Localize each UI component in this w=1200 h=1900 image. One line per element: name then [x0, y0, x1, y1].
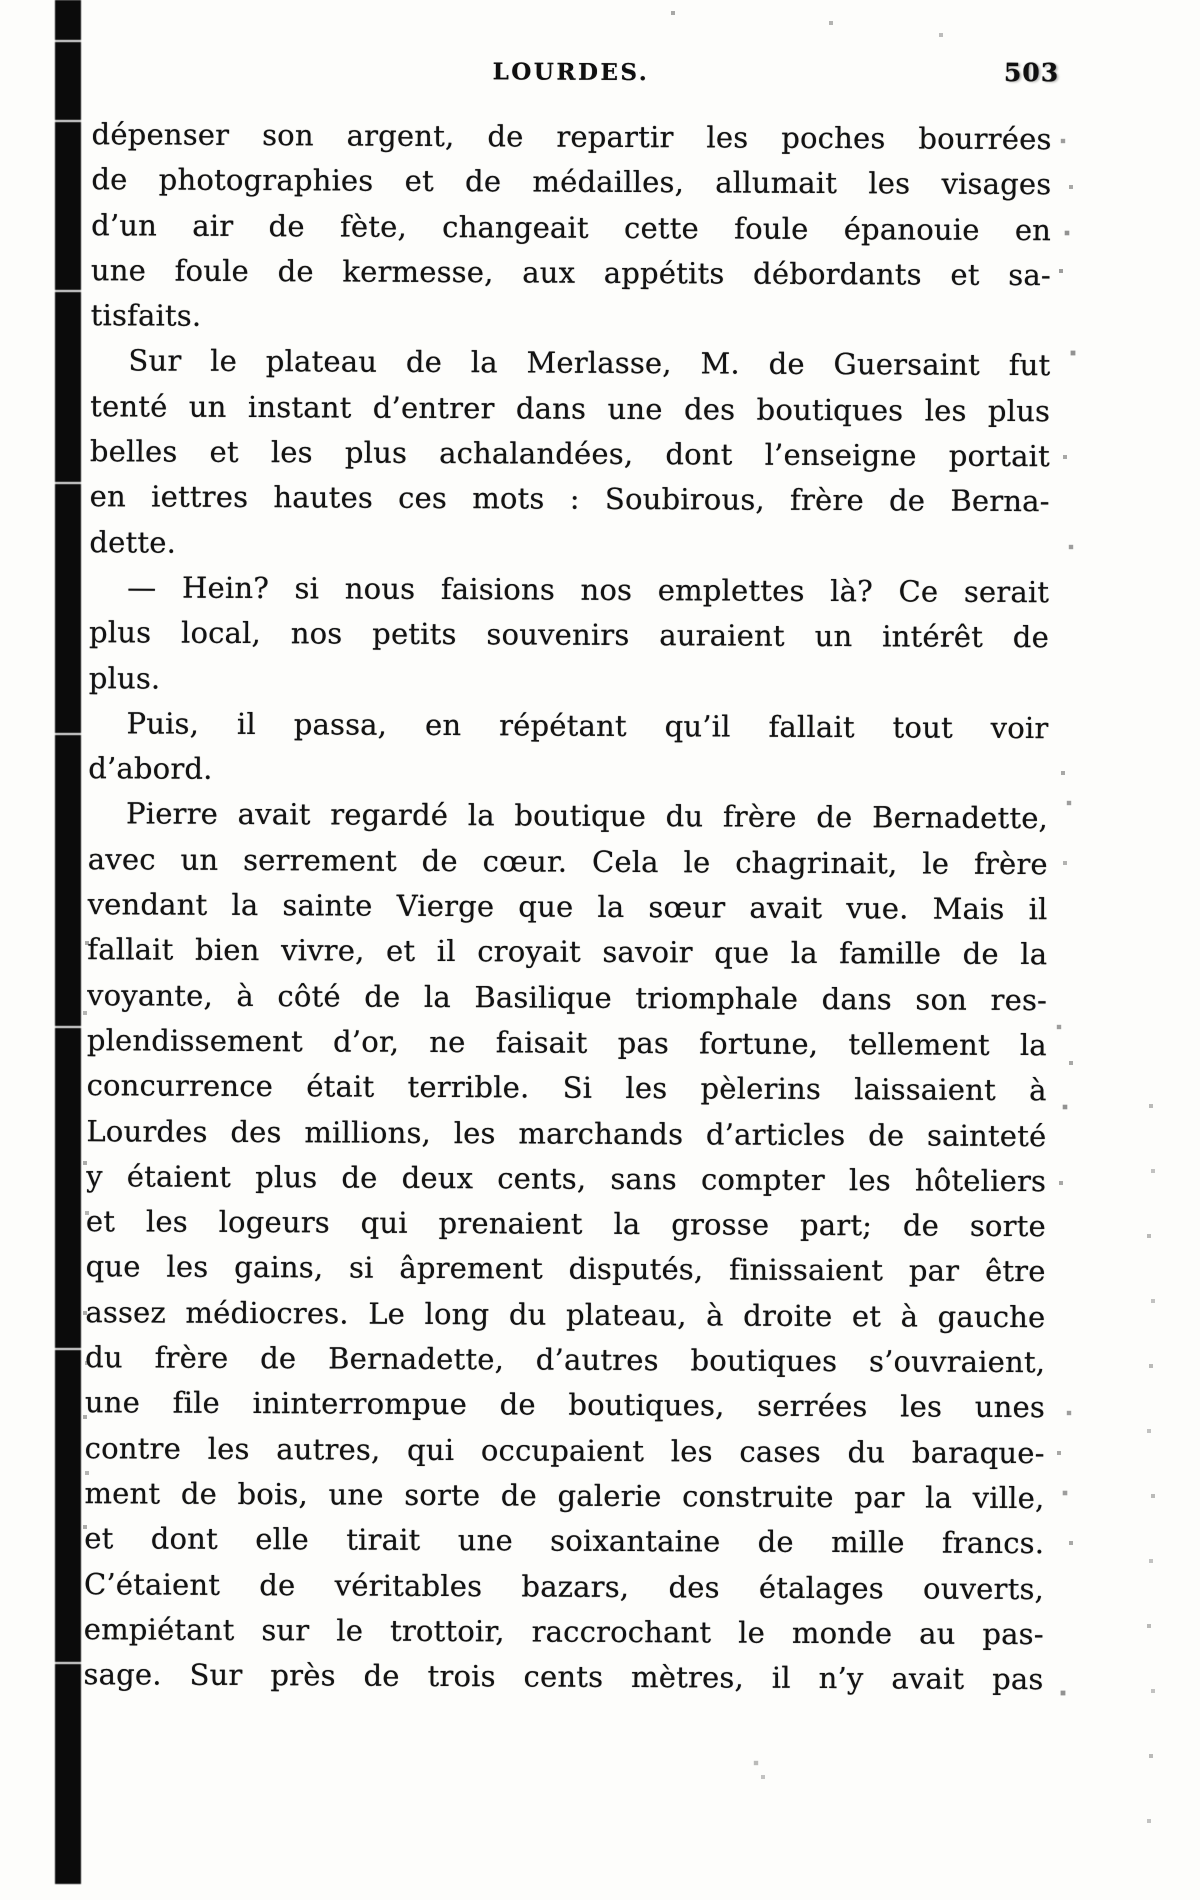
- text-line: en iettres hautes ces mots : Soubirous, frère de Berna-: [89, 479, 1050, 519]
- text-line: plendissement d’or, ne faisait pas fortune, tellement la: [86, 1023, 1047, 1063]
- text-line: Puis, il passa, en répétant qu’il fallait tout voir: [126, 706, 1049, 746]
- text-line: et dont elle tirait une soixantaine de mille francs.: [84, 1521, 1045, 1561]
- text-line: tisfaits.: [90, 298, 202, 333]
- text-line: dette.: [89, 524, 177, 560]
- text-line: sage. Sur près de trois cents mètres, il n’y avait pas: [83, 1657, 1044, 1697]
- text-line: que les gains, si âprement disputés, finissaient par être: [85, 1249, 1046, 1289]
- text-line: une file ininterrompue de boutiques, serrées les unes: [84, 1385, 1046, 1425]
- text-line: du frère de Bernadette, d’autres boutiques s’ouvraient,: [85, 1340, 1046, 1380]
- running-header-title: LOURDES.: [492, 58, 650, 87]
- text-line: assez médiocres. Le long du plateau, à droite et à gauche: [85, 1294, 1046, 1334]
- text-line: voyante, à côté de la Basilique triomphale dans son res-: [87, 977, 1048, 1017]
- text-line: contre les autres, qui occupaient les cases du baraque-: [84, 1430, 1045, 1470]
- text-line: y étaient plus de deux cents, sans compter les hôteliers: [86, 1158, 1047, 1199]
- text-line: vendant la sainte Vierge que la sœur avait vue. Mais il: [87, 887, 1048, 927]
- text-line: une foule de kermesse, aux appétits débordants et sa-: [90, 253, 1051, 293]
- text-line: d’un air de fète, changeait cette foule épanouie en: [91, 207, 1052, 247]
- text-line: dépenser son argent, de repartir les poches bourrées: [91, 117, 1052, 157]
- text-line: plus.: [88, 660, 161, 696]
- text-line: ment de bois, une sorte de galerie construite par la ville,: [84, 1476, 1045, 1516]
- text-line: Lourdes des millions, les marchands d’articles de sainteté: [86, 1113, 1047, 1153]
- text-line: empiétant sur le trottoir, raccrochant le monde au pas-: [83, 1611, 1044, 1651]
- text-line: — Hein? si nous faisions nos emplettes là? Ce serait: [127, 570, 1050, 610]
- text-line: d’abord.: [88, 751, 213, 786]
- text-line: fallait bien vivre, et il croyait savoir que la famille de la: [87, 932, 1048, 972]
- body-text-block: [83, 112, 1051, 1702]
- text-line: et les logeurs qui prenaient la grosse part; de sorte: [85, 1204, 1046, 1244]
- text-line: concurrence était terrible. Si les pèlerins laissaient à: [86, 1068, 1047, 1108]
- text-line: Sur le plateau de la Merlasse, M. de Guersaint fut: [128, 343, 1051, 383]
- text-line: plus local, nos petits souvenirs auraient un intérêt de: [88, 615, 1050, 655]
- text-line: C’étaient de véritables bazars, des étalages ouverts,: [83, 1566, 1045, 1606]
- text-line: tenté un instant d’entrer dans une des boutiques les plus: [90, 388, 1051, 428]
- text-line: avec un serrement de cœur. Cela le chagrinait, le frère: [87, 841, 1048, 881]
- text-line: de photographies et de médailles, allumait les visages: [91, 162, 1052, 202]
- text-line: Pierre avait regardé la boutique du frère de Bernadette,: [125, 796, 1049, 836]
- text-line: belles et les plus achalandées, dont l’enseigne portait: [89, 434, 1051, 474]
- page-number: 503: [1003, 57, 1060, 88]
